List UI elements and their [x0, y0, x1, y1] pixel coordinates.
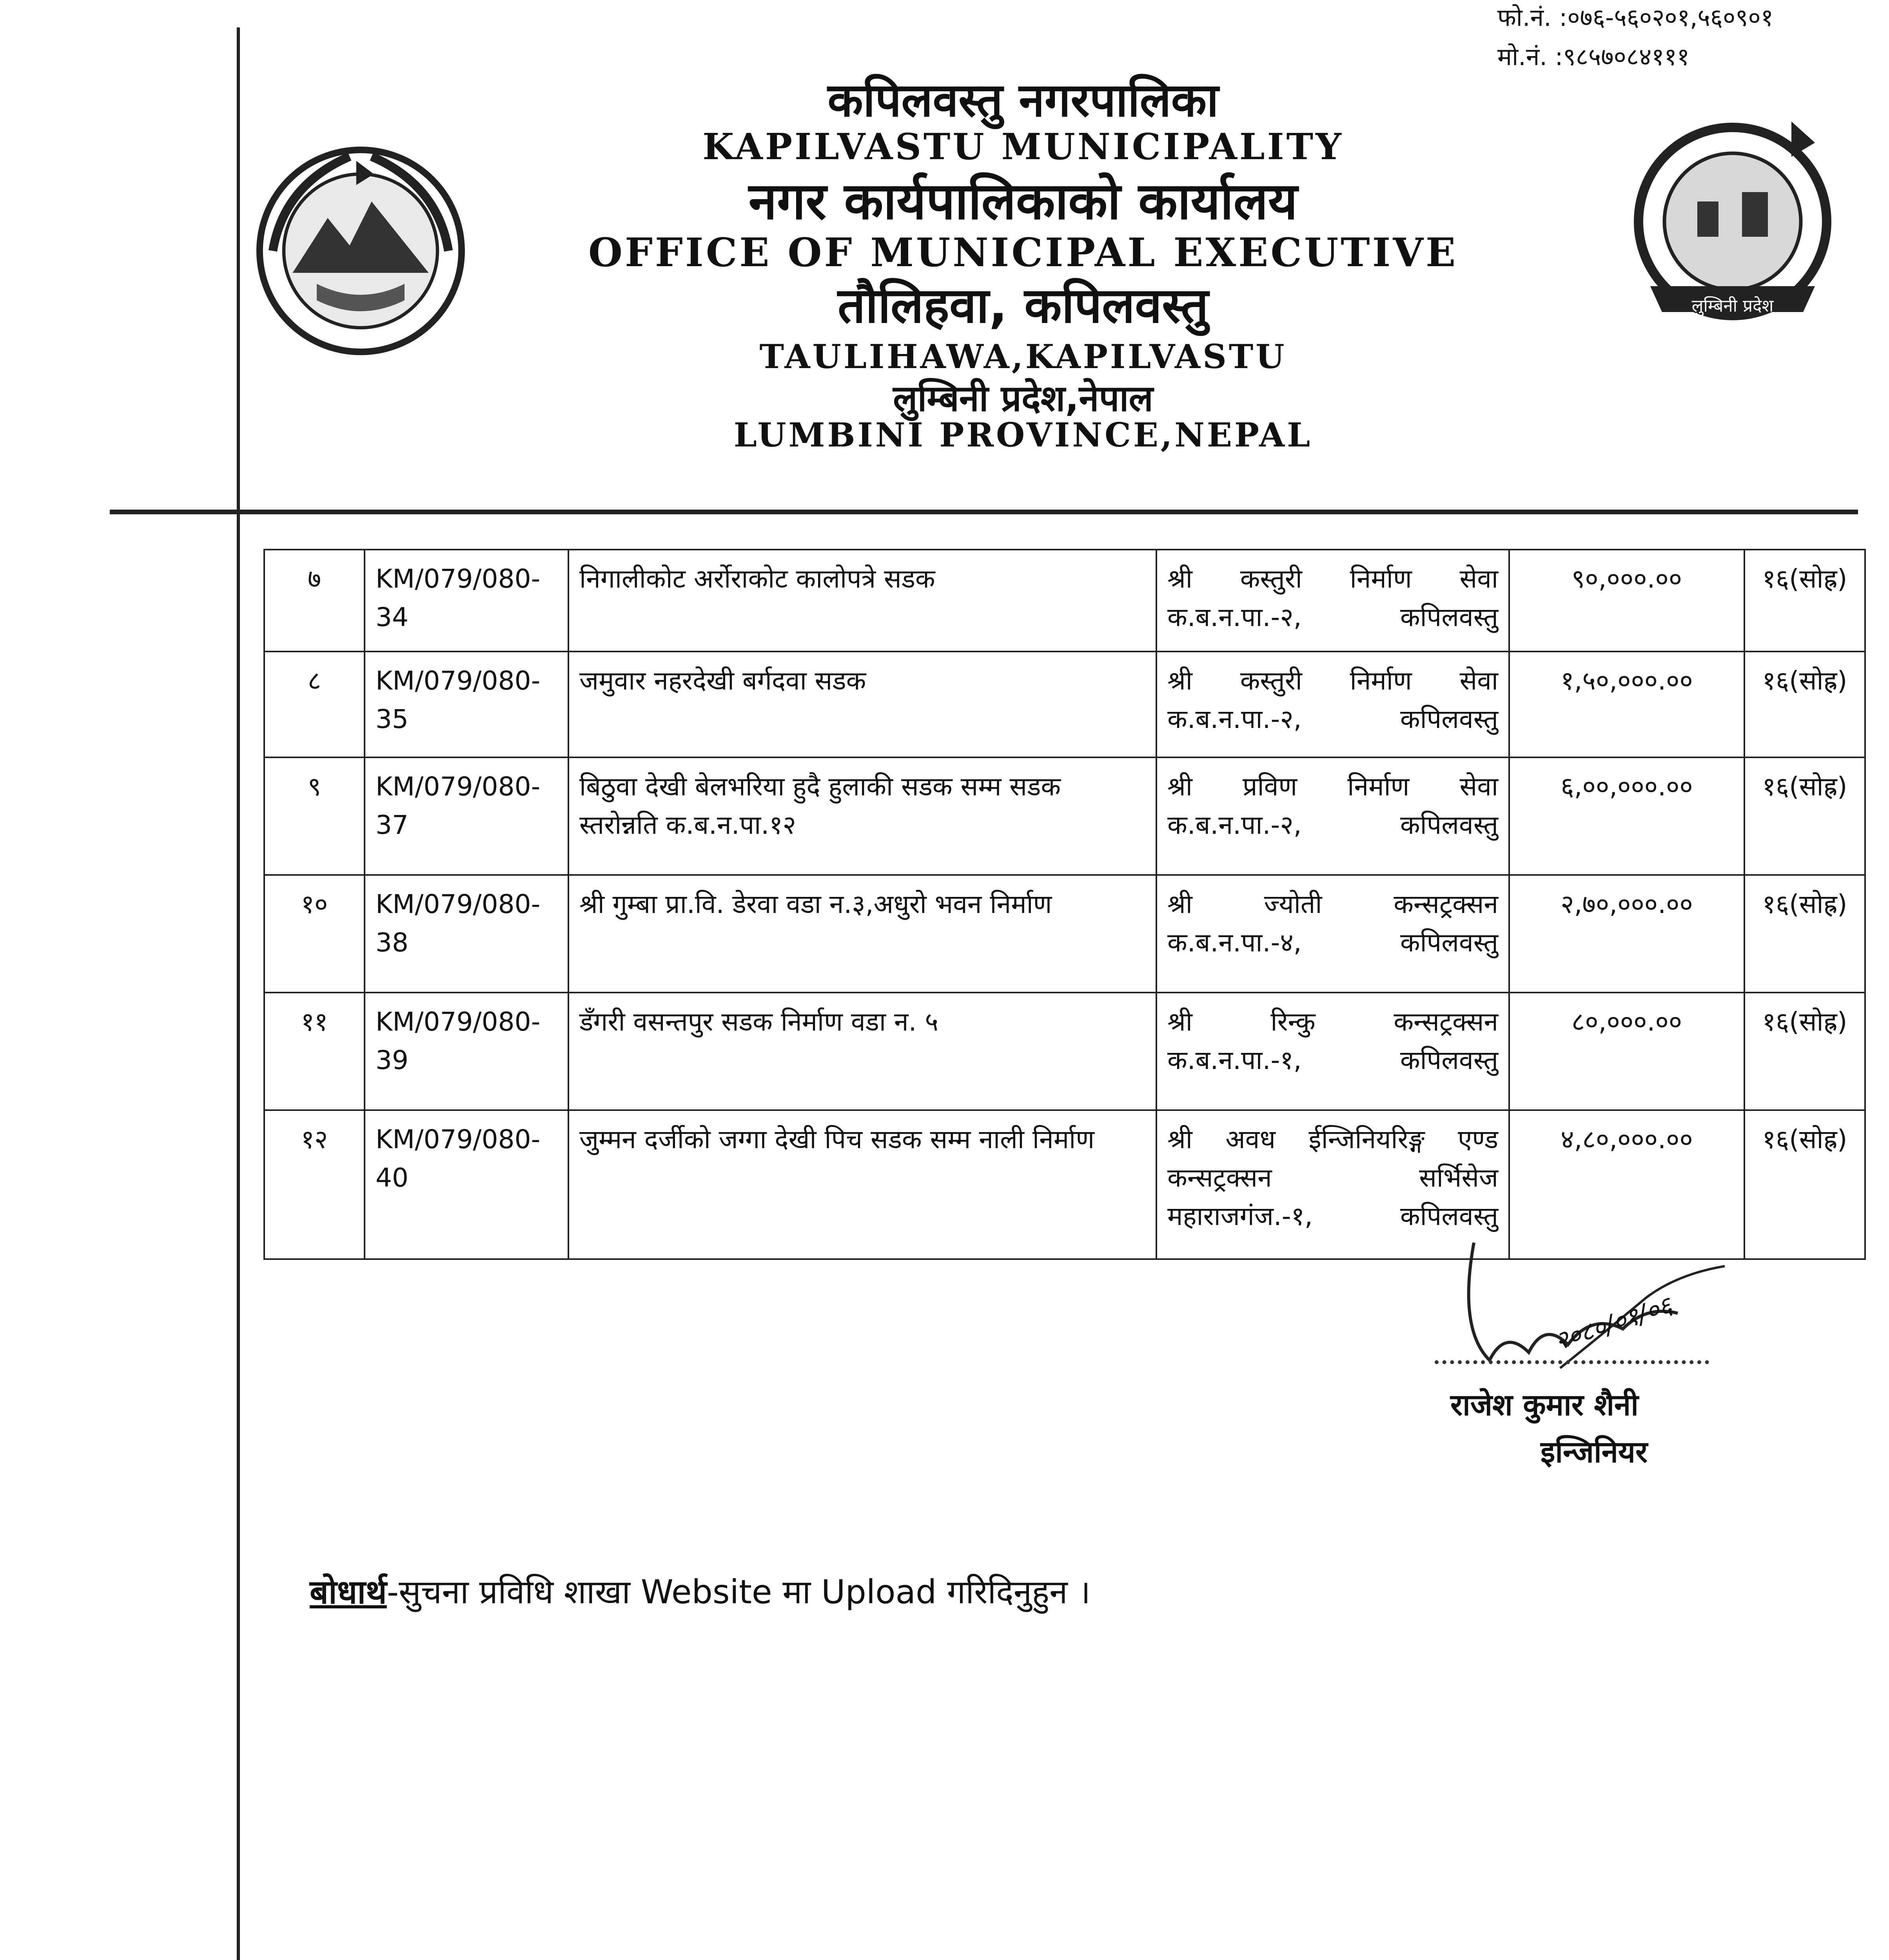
- contract-code: KM/079/080-35: [365, 652, 568, 757]
- contract-code: KM/079/080-40: [365, 1110, 568, 1259]
- contractor: श्री रिन्कु कन्सट्रक्सन क.ब.न.पा.-१, कपिलवस्तु: [1156, 993, 1509, 1110]
- duration: १६(सोह्र): [1744, 875, 1865, 993]
- contract-table: [263, 549, 1866, 1260]
- amount: १,५०,०००.००: [1509, 652, 1744, 757]
- province-en: LUMBINI PROVINCE,NEPAL: [733, 416, 1313, 454]
- nepal-emblem-icon: [251, 141, 470, 361]
- work-name: श्री गुम्बा प्रा.वि. डेरवा वडा न.३,अधुरो भवन निर्माण: [568, 875, 1156, 993]
- signer-title: इन्जिनियर: [1541, 1434, 1648, 1469]
- municipality-name-en: KAPILVASTU MUNICIPALITY: [702, 125, 1344, 168]
- contract-code: KM/079/080-34: [365, 550, 568, 652]
- mobile-number: मो.नं. :९८५७०८४१११: [1497, 42, 1689, 71]
- serial-number: ८: [264, 652, 365, 757]
- contractor: श्री प्रविण निर्माण सेवा क.ब.न.पा.-२, कपिलवस्तु: [1156, 757, 1509, 875]
- municipality-name-np: कपिलवस्तु नगरपालिका: [827, 73, 1219, 127]
- phone-number: फो.नं. :०७६-५६०२०१,५६०९०१: [1497, 3, 1773, 32]
- signer-name: राजेश कुमार शैनी: [1450, 1387, 1639, 1422]
- table-row: [264, 652, 1865, 757]
- serial-number: १२: [264, 1110, 365, 1259]
- serial-number: ११: [264, 993, 365, 1110]
- serial-number: ९: [264, 757, 365, 875]
- signature-date: २०८०/०१/०६: [1551, 1291, 1676, 1356]
- amount: २,७०,०००.००: [1509, 875, 1744, 993]
- amount: ८०,०००.००: [1509, 993, 1744, 1110]
- table-row: [264, 550, 1865, 652]
- contractor: श्री कस्तुरी निर्माण सेवा क.ब.न.पा.-२, कपिलवस्तु: [1156, 652, 1509, 757]
- amount: ६,००,०००.००: [1509, 757, 1744, 875]
- office-name-np: नगर कार्यपालिकाको कार्यालय: [748, 171, 1298, 231]
- note-label: बोधार्थ: [310, 1573, 387, 1611]
- table-row: [264, 993, 1865, 1110]
- serial-number: ७: [264, 550, 365, 652]
- table-row: [264, 875, 1865, 993]
- work-name: जुम्मन दर्जीको जग्गा देखी पिच सडक सम्म नाली निर्माण: [568, 1110, 1156, 1259]
- province-np: लुम्बिनी प्रदेश,नेपाल: [893, 377, 1153, 419]
- duration: १६(सोह्र): [1744, 550, 1865, 652]
- seal-banner-text: लुम्बिनी प्रदेश: [1691, 296, 1774, 316]
- table-row: [264, 757, 1865, 875]
- place-np: तौलिहवा, कपिलवस्तु: [838, 278, 1209, 334]
- signature-line: [1435, 1360, 1709, 1364]
- work-name: जमुवार नहरदेखी बर्गदवा सडक: [568, 652, 1156, 757]
- header-rule: [110, 510, 1858, 514]
- duration: १६(सोह्र): [1744, 1110, 1865, 1259]
- contract-code: KM/079/080-37: [365, 757, 568, 875]
- duration: १६(सोह्र): [1744, 993, 1865, 1110]
- work-name: बिठुवा देखी बेलभरिया हुदै हुलाकी सडक सम्म सडक स्तरोन्नति क.ब.न.पा.१२: [568, 757, 1156, 875]
- note-text: -सुचना प्रविधि शाखा Website मा Upload गरिदिनुहुन ।: [387, 1573, 1091, 1611]
- serial-number: १०: [264, 875, 365, 993]
- work-name: निगालीकोट अर्रोराकोट कालोपत्रे सडक: [568, 550, 1156, 652]
- duration: १६(सोह्र): [1744, 652, 1865, 757]
- contractor: श्री ज्योती कन्सट्रक्सन क.ब.न.पा.-४, कपिलवस्तु: [1156, 875, 1509, 993]
- contractor: श्री कस्तुरी निर्माण सेवा क.ब.न.पा.-२, कपिलवस्तु: [1156, 550, 1509, 652]
- contractor: श्री अवध ईन्जिनियरिङ्ग एण्ड कन्सट्रक्सन सर्भिसेज महाराजगंज.-१, कपिलवस्तु: [1156, 1110, 1509, 1259]
- notice-note: [310, 1568, 1091, 1613]
- amount: ४,८०,०००.००: [1509, 1110, 1744, 1259]
- left-margin-line: [237, 27, 240, 1960]
- duration: १६(सोह्र): [1744, 757, 1865, 875]
- place-en: TAULIHAWA,KAPILVASTU: [759, 337, 1287, 376]
- contract-code: KM/079/080-39: [365, 993, 568, 1110]
- office-name-en: OFFICE OF MUNICIPAL EXECUTIVE: [588, 229, 1458, 276]
- work-name: डँगरी वसन्तपुर सडक निर्माण वडा न. ५: [568, 993, 1156, 1110]
- amount: ९०,०००.००: [1509, 550, 1744, 652]
- contract-code: KM/079/080-38: [365, 875, 568, 993]
